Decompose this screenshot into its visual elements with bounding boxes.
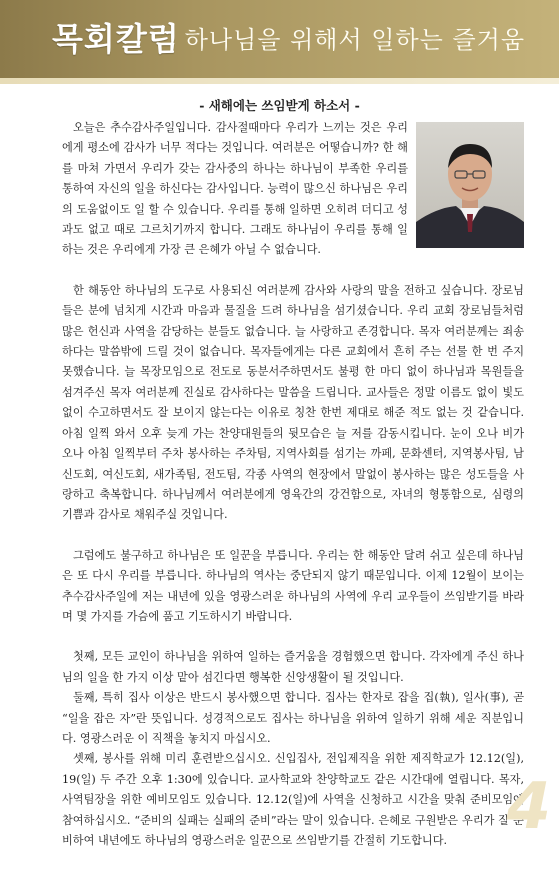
paragraph-3: 그럼에도 불구하고 하나님은 또 일꾼을 부릅니다. 우리는 한 해동안 달려 쉬고 싶은데 하나님은 또 다시 우리를 부릅니다. 하나님의 역사는 중단되지 않기 때문입니다. 이제 12월이 보이는 추수감사주일에 저는 내년에 있을 영광스러운 하나님의 사역에 우리 교우들이 쓰임받기를 바라며 몇 가지를 가슴에 품고 기도하시기 바랍니다. (62, 548, 524, 623)
paragraph-1: 오늘은 추수감사주일입니다. 감사절때마다 우리가 느끼는 것은 우리에게 평소에 감사가 너무 적다는 것입니다. 여러분은 어떻습니까? 한 해를 마쳐 가면서 우리가 갖는 감사중의 하나는 하나님이 부족한 우리를 통하여 자신의 일을 하신다는 감사입니다. 능력이 많으신 하나님은 우리의 도움없이도 일 할 수 있습니다. 우리를 통해 일하면 오히려 더디고 성과도 없고 때로 그르치기까지 합니다. 그래도 하나님이 우리를 통해 일하는 것은 우리에게 가장 큰 은혜가 아닐 수 없습니다. (62, 121, 408, 257)
column-title: 목회칼럼 (52, 20, 180, 58)
page-number: 4 (506, 770, 551, 844)
item-2: 둘째, 특히 집사 이상은 반드시 봉사했으면 합니다. 집사는 한자로 잡을 집(執), 일사(事), 곧 “일을 잡은 자”란 뜻입니다. 성경적으로도 집사는 하나님을 위하여 일하기 위해 세운 직분입니다. 영광스러운 이 직책을 놓치지 마십시오. (62, 691, 524, 745)
item-1: 첫째, 모든 교인이 하나님을 위하여 일하는 즐거움을 경험했으면 합니다. 각자에게 주신 하나님의 일을 한 가지 이상 맡아 섬긴다면 행복한 신앙생활이 될 것입니다. (62, 650, 524, 684)
column-banner (0, 0, 559, 78)
paragraph-1-block (62, 118, 524, 261)
author-photo (416, 122, 524, 248)
banner-divider (0, 78, 559, 84)
article-subtitle: - 새해에는 쓰임받게 하소서 - (199, 98, 360, 113)
column-subtitle: 하나님을 위해서 일하는 즐거움 (184, 26, 525, 54)
article-body (62, 118, 524, 851)
item-3: 셋째, 봉사를 위해 미리 훈련받으십시오. 신입집사, 전입제직을 위한 제직학교가 12.12(일), 19(일) 두 주간 오후 1:30에 있습니다. 교사학교와 찬양학교도 같은 시간대에 열립니다. 목자, 사역팀장을 위한 예비모임도 있습니다. 12.12(일)에 사역을 신청하고 시간을 맞춰 준비모임에 참여하십시오. “준비의 실패는 실패의 준비”라는 말이 있습니다. 은혜로 구원받은 우리가 잘 준비하여 내년에도 하나님의 영광스러운 일꾼으로 쓰임받기를 간절히 기도합니다. (62, 752, 524, 847)
paragraph-2: 한 해동안 하나님의 도구로 사용되신 여러분께 감사와 사랑의 말을 전하고 싶습니다. 장로님들은 분에 넘치게 시간과 마음과 물질을 드려 하나님을 섬기셨습니다. 우리 교회 장로님들처럼 많은 헌신과 사역을 감당하는 분들도 없습니다. 늘 사랑하고 존경합니다. 목자 여러분께는 죄송하다는 말씀밖에 드릴 것이 없습니다. 목자들에게는 다른 교회에서 흔히 주는 선물 한 번 주지 못했습니다. 늘 목장모임으로 전도로 동분서주하면서도 불평 한 마디 없이 하나님과 목원들을 섬겨주신 목자 여러분께 진실로 감사하다는 말씀을 드립니다. 교사들은 정말 이름도 없이 빛도 없이 수고하면서도 잘 보이지 않는다는 이유로 칭찬 한번 제대로 해준 적도 없는 것 같습니다. 아침 일찍 와서 오후 늦게 가는 찬양대원들의 뒷모습은 늘 저를 감동시킵니다. 눈이 오나 비가 오나 아침 일찍부터 주차 봉사하는 주차팀, 지역사회를 섬기는 까페, 문화센터, 지역봉사팀, 남신도회, 여신도회, 새가족팀, 전도팀, 각종 사역의 현장에서 말없이 봉사하는 많은 성도들을 사랑하고 축복합니다. 하나님께서 여러분에게 영육간의 강건함으로, 자녀의 형통함으로, 심령의 기쁨과 감사로 채워주실 것입니다. (62, 283, 524, 522)
